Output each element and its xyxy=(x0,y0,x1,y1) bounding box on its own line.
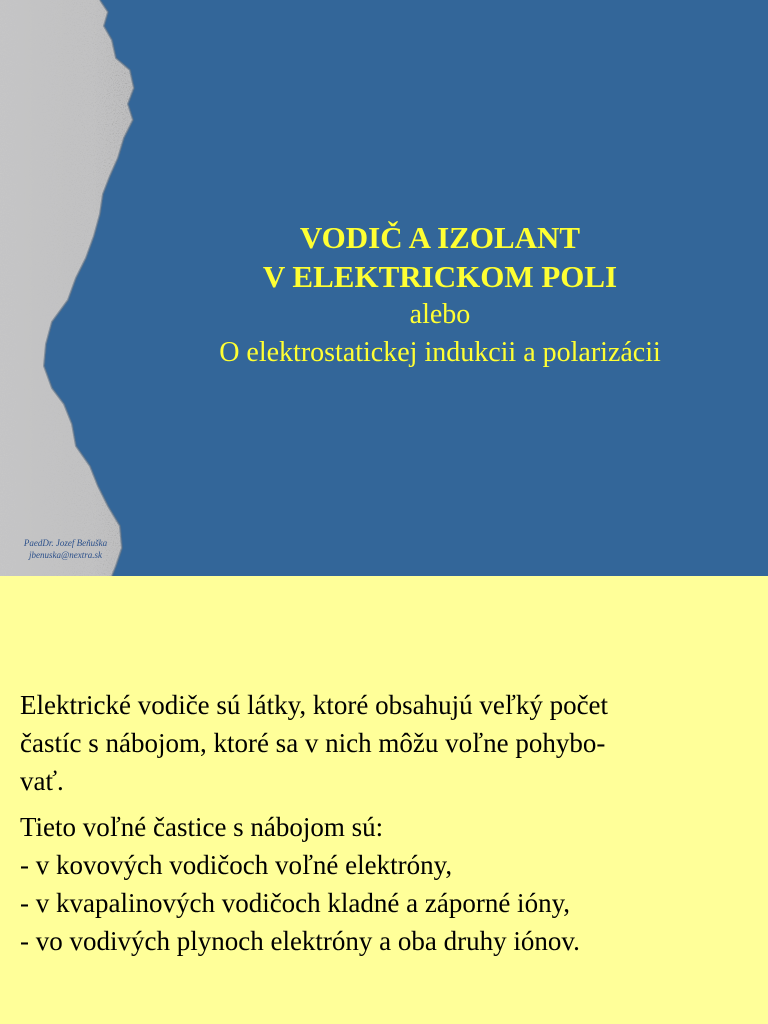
connector-text: alebo xyxy=(409,299,471,330)
text-line: častíc s nábojom, ktoré sa v nich môžu voľne pohybo- xyxy=(20,728,606,758)
list-intro: Tieto voľné častice s nábojom sú: xyxy=(20,812,384,842)
subtitle: O elektrostatickej indukcii a polarizácii xyxy=(219,337,661,368)
paragraph-charge-carriers xyxy=(20,808,760,960)
body-text xyxy=(20,686,760,968)
author-name: PaedDr. Jozef Beňuška xyxy=(23,538,108,548)
list-item: - vo vodivých plynoch elektróny a oba druhy iónov. xyxy=(20,926,580,956)
text-line: vať. xyxy=(20,766,64,796)
author-email: jbenuska@nextra.sk xyxy=(28,550,102,560)
text-line: Elektrické vodiče sú látky, ktoré obsahujú veľký počet xyxy=(20,690,609,720)
author-credit xyxy=(8,537,123,561)
content-slide xyxy=(0,576,768,1024)
main-title-line-1: VODIČ A IZOLANT xyxy=(299,220,581,255)
title-block xyxy=(120,218,760,372)
list-item: - v kovových vodičoch voľné elektróny, xyxy=(20,850,453,880)
list-item: - v kvapalinových vodičoch kladné a záporné ióny, xyxy=(20,888,571,918)
paragraph-conductors-definition xyxy=(20,686,760,800)
main-title-line-2: V ELEKTRICKOM POLI xyxy=(262,259,618,294)
